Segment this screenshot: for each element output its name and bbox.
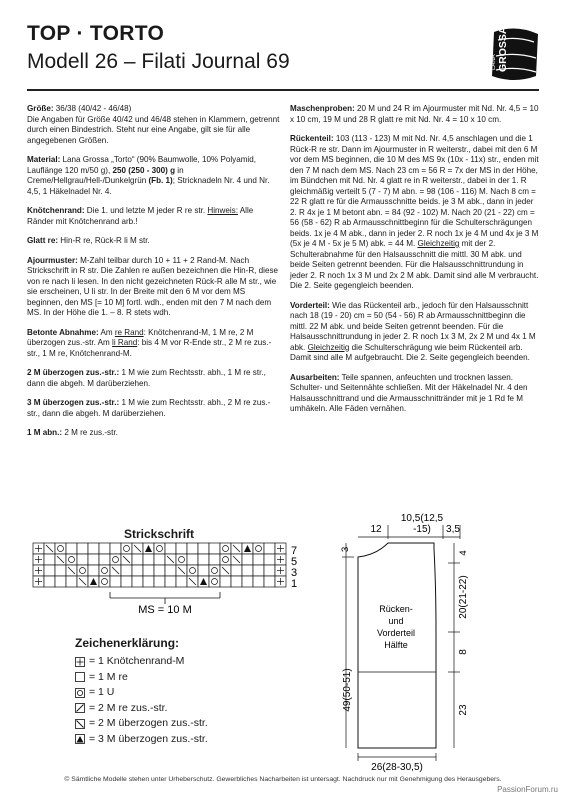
- knoetchenrand-text: Die 1. und letzte M jeder R re str.: [84, 206, 208, 215]
- betonte-abnahme-paragraph: [27, 328, 282, 360]
- piece-label-1: Rücken-: [379, 604, 413, 614]
- legend-item-umschlag: [75, 685, 208, 701]
- chart-cell: [220, 543, 231, 554]
- rueckenteil-gleichzeitig: Gleichzeitig: [417, 239, 460, 248]
- legend-title: Zeichenerklärung:: [75, 636, 180, 650]
- chart-cell: [198, 543, 209, 554]
- drei-m-ueberzogen-text: 1 M wie zum Rechtsstr. abh., 2 M re zus.-str., dann die abgeh. M darüberziehen.: [27, 398, 271, 418]
- vorderteil-paragraph: [290, 301, 542, 364]
- row-number-3: 3: [291, 567, 298, 579]
- chart-cell: [209, 554, 220, 565]
- chart-cell: [176, 543, 187, 554]
- material-text: Lana Grossa „Torto“ (90% Baumwolle, 10% Polyamid, Lauflänge 120 m/50 g),: [27, 155, 256, 175]
- chart-cell: [132, 576, 143, 587]
- zwei-m-ueberzogen-paragraph: [27, 368, 282, 389]
- chart-cell: [44, 554, 55, 565]
- betonte-abnahme-text-1: Am: [98, 327, 115, 337]
- piece-label-4: Hälfte: [384, 640, 408, 650]
- size-text: 36/38 (40/42 - 46/48): [53, 104, 132, 113]
- chart-cell: [132, 565, 143, 576]
- chart-cell: [110, 576, 121, 587]
- chart-cell: [264, 543, 275, 554]
- chart-cell: [77, 543, 88, 554]
- chart-cell: [253, 576, 264, 587]
- betonte-abnahme-label: Betonte Abnahme:: [27, 327, 99, 337]
- piece-label-3: Vorderteil: [376, 628, 416, 638]
- armhole-height-label: 20(21-22): [458, 575, 469, 619]
- chart-cell: [88, 565, 99, 576]
- vorderteil-label: Vorderteil:: [290, 300, 330, 310]
- symbol-legend: [75, 654, 208, 747]
- legend-text-2m-re-zus: = 2 M re zus.-str.: [89, 701, 168, 714]
- chart-cell: [220, 576, 231, 587]
- chart-cell: [231, 565, 242, 576]
- chart-cell: [55, 543, 66, 554]
- chart-cell: [110, 554, 121, 565]
- instructions-right-column: [290, 104, 542, 424]
- chart-cell: [253, 543, 264, 554]
- side-inset-label: 3,5: [446, 524, 460, 535]
- m-re-symbol-icon: [75, 672, 85, 682]
- chart-cell: [220, 554, 231, 565]
- chart-cell: [187, 543, 198, 554]
- chart-cell: [231, 576, 242, 587]
- shoulder-slope-label: 3: [340, 546, 351, 552]
- chart-cell: [198, 565, 209, 576]
- chart-cell: [55, 576, 66, 587]
- total-height-label: 49(50-51): [342, 668, 353, 712]
- waistband-height-label: 8: [458, 649, 469, 655]
- strickschrift-title: Strickschrift: [124, 527, 195, 541]
- rueckenteil-label: Rückenteil:: [290, 134, 334, 143]
- chart-cell: [66, 543, 77, 554]
- vorderteil-text-2: die Schulterschrägung wie beim Rückenteil arb. Damit sind alle M aufgebraucht. Die 2. Seite gegengleich beenden.: [290, 342, 530, 362]
- rueckenteil-paragraph: [290, 134, 542, 292]
- chart-cell: [66, 554, 77, 565]
- chart-cell: [264, 576, 275, 587]
- neck-width-label-1: 10,5(12,5: [400, 513, 444, 524]
- knoetchenrand-hint: Hinweis:: [207, 206, 238, 215]
- betonte-abnahme-right-edge: re Rand: [114, 327, 144, 337]
- drei-m-ueberzogen-paragraph: [27, 398, 282, 419]
- two-m-ueberzogen-symbol-icon: [75, 719, 85, 729]
- chart-cell: [209, 576, 220, 587]
- chart-cell: [209, 543, 220, 554]
- glatt-re-label: Glatt re:: [27, 236, 59, 245]
- lana-grossa-logo: [486, 26, 542, 82]
- chart-cell: [198, 554, 209, 565]
- row-number-1: 1: [291, 578, 298, 590]
- ms-label: MS = 10 M: [138, 604, 192, 616]
- ausarbeiten-paragraph: [290, 373, 542, 415]
- chart-cell: [154, 543, 165, 554]
- lower-height-label: 23: [458, 704, 469, 716]
- chart-cell: [165, 576, 176, 587]
- chart-cell: [99, 565, 110, 576]
- chart-cell: [176, 576, 187, 587]
- material-paragraph: [27, 155, 282, 197]
- betonte-abnahme-left-edge: li Rand: [112, 338, 138, 347]
- size-label: Größe:: [27, 104, 54, 113]
- maschenproben-label: Maschenproben:: [290, 104, 355, 113]
- maschenproben-paragraph: [290, 104, 542, 125]
- legend-text-2m-ueberzogen: = 2 M überzogen zus.-str.: [89, 717, 208, 729]
- chart-cell: [99, 543, 110, 554]
- chart-cell: [121, 543, 132, 554]
- strickschrift-grid: [33, 543, 286, 587]
- rueckenteil-text-1: 103 (113 - 123) M mit Nd. Nr. 4,5 anschlagen und die 1 Rück-R re str. Dann im Ajourmuster in R weiterstr., dabei mit den 6 M vor dem MS beginnen, die 10 M des MS 9x (10x - 11x) str., enden mit den 7 M nach dem MS. Nach 23 cm = 56 R = 7x der MS in der Höhe, im Bündchen mit Nd. Nr. 4 glatt re in R weiterstr., dabei in der 1. R gleichmäßig verteilt 5 (7 - 7) M abn. = 98 (106 - 116) M. Nach 8 cm = 22 R glatt re für die Armausschnitte beids. je 3 M abk., dann in jeder 2. R 4x je 1 M betont abn. = 84 (92 - 102) M. Nach 20 (21 - 22) cm = 56 (58 - 62) R ab Armausschnittbeginn für die Schulterschrägungen beids. 1x je 4 M abk., dann in jeder 2. R noch 1x je 4 M und 4x je 3 M (5x je 4 M - 5x je 5 M) abk. = 44 M.: [290, 134, 539, 248]
- betonte-abnahme-text-3: : bis 4 M vor R-Ende str., 2 M re zus.-str., 1 M re, Knötchenrand-M.: [27, 338, 272, 358]
- size-description: Die Angaben für Größe 40/42 und 46/48 stehen in Klammern, getrennt durch einen Bindestrich. Steht nur eine Angabe, gilt sie für alle angegebenen Größen.: [27, 114, 280, 145]
- chart-cell: [187, 565, 198, 576]
- three-m-ueberzogen-symbol-icon: [75, 734, 85, 744]
- chart-cell: [264, 554, 275, 565]
- row-number-5: 5: [291, 556, 298, 568]
- material-color-number: (Fb. 1): [148, 176, 173, 185]
- legend-text-umschlag: = 1 U: [89, 686, 115, 698]
- bottom-width-label: 26(28-30,5): [371, 762, 423, 773]
- legend-item-knoetchenrand: [75, 654, 208, 670]
- chart-cell: [242, 576, 253, 587]
- glatt-re-text: Hin-R re, Rück-R li M str.: [58, 236, 150, 245]
- chart-cell: [55, 565, 66, 576]
- ajourmuster-paragraph: [27, 256, 282, 319]
- knoetchenrand-note: Alle Ränder mit Knötchenrand arb.!: [27, 206, 254, 226]
- garment-schematic: [336, 505, 496, 773]
- strickschrift-chart: [25, 538, 315, 618]
- maschenproben-text: 20 M und 24 R im Ajourmuster mit Nd. Nr. 4,5 = 10 x 10 cm, 19 M und 28 R glatt re mit Nd. Nr. 4 = 10 x 10 cm.: [290, 104, 539, 124]
- chart-cell: [99, 576, 110, 587]
- shoulder-width-label: 12: [370, 524, 382, 535]
- piece-label-2: und: [388, 616, 404, 626]
- zwei-m-ueberzogen-text: 1 M wie zum Rechtsstr. abh., 1 M re str., dann die abgeh. M darüberziehen.: [27, 368, 266, 388]
- chart-cell: [44, 576, 55, 587]
- chart-cell: [88, 543, 99, 554]
- size-paragraph: [27, 104, 282, 146]
- chart-cell: [253, 565, 264, 576]
- chart-cell: [242, 554, 253, 565]
- material-amount: 250 (250 - 300) g: [112, 165, 176, 175]
- chart-cell: [165, 543, 176, 554]
- row-number-7: 7: [291, 545, 298, 557]
- chart-cell: [99, 554, 110, 565]
- chart-cell: [88, 554, 99, 565]
- legend-text-knoetchenrand: = 1 Knötchenrand-M: [89, 655, 185, 667]
- chart-cell: [154, 576, 165, 587]
- legend-text-3m-ueberzogen: = 3 M überzogen zus.-str.: [89, 732, 208, 745]
- knoetchenrand-symbol-icon: [75, 657, 85, 667]
- ausarbeiten-label: Ausarbeiten:: [290, 372, 340, 382]
- legend-item-3m-ueberzogen: [75, 732, 208, 748]
- chart-cell: [242, 565, 253, 576]
- chart-cell: [154, 554, 165, 565]
- drei-m-ueberzogen-label: 3 M überzogen zus.-str.:: [27, 398, 120, 407]
- chart-cell: [121, 576, 132, 587]
- zwei-m-ueberzogen-label: 2 M überzogen zus.-str.:: [27, 368, 120, 377]
- instructions-left-column: [27, 104, 282, 448]
- chart-cell: [143, 554, 154, 565]
- legend-item-2m-ueberzogen: [75, 716, 208, 732]
- page-title: TOP · TORTO: [27, 22, 165, 45]
- chart-cell: [209, 565, 220, 576]
- watermark: PassionForum.ru: [497, 785, 558, 794]
- chart-cell: [143, 576, 154, 587]
- logo-text: GROSSA: [497, 26, 509, 72]
- chart-cell: [66, 576, 77, 587]
- chart-cell: [143, 565, 154, 576]
- chart-cell: [253, 554, 264, 565]
- chart-cell: [132, 554, 143, 565]
- chart-cell: [176, 554, 187, 565]
- legend-text-m-re: = 1 M re: [89, 670, 128, 683]
- chart-cell: [110, 543, 121, 554]
- vorderteil-gleichzeitig: Gleichzeitig: [307, 342, 350, 352]
- chart-cell: [77, 554, 88, 565]
- betonte-abnahme-text-2: : Knötchenrand-M, 1 M re, 2 M überzogen zus.-str. Am: [27, 327, 254, 347]
- legend-item-m-re: [75, 670, 208, 686]
- legend-item-2m-re-zus: [75, 701, 208, 717]
- glatt-re-paragraph: [27, 236, 282, 247]
- material-needles: ; Stricknadeln Nr. 4 und Nr. 4,5, 1 Häkelnadel Nr. 4.: [27, 176, 270, 196]
- chart-cell: [154, 565, 165, 576]
- m-abn-label: 1 M abn.:: [27, 428, 63, 437]
- chart-cell: [165, 565, 176, 576]
- material-colors: in Creme/Hellgrau/Hell-/Dunkelgrün: [27, 165, 184, 185]
- vorderteil-text-1: Wie das Rückenteil arb., jedoch für den Halsausschnitt nach 18 (19 - 20) cm = 50 (54 - 56) R ab Armausschnittbeginn die mittl. 22 M abk. und beide Seiten getrennt beenden. Für die Halsausschnittrundung in jeder 2. R noch 1x 3 M, 2x 2 M und 4x 1 M abk.: [290, 300, 536, 352]
- ausarbeiten-text: Teile spannen, anfeuchten und trocknen lassen. Schulter- und Seitennähte schließen. Mit der Häkelnadel Nr. 4 den Halsausschnittrand und die Armausschnittränder mit je 1 Rd fe M umhäkeln. Alle Fäden vernähen.: [290, 372, 528, 413]
- ajourmuster-label: Ajourmuster:: [27, 255, 78, 265]
- chart-cell: [44, 565, 55, 576]
- m-abn-text: 2 M re zus.-str.: [62, 428, 118, 437]
- knoetchenrand-label: Knötchenrand:: [27, 206, 85, 215]
- page-subtitle: Modell 26 – Filati Journal 69: [27, 50, 290, 73]
- m-abn-paragraph: [27, 428, 282, 439]
- neck-depth-label: 4: [458, 550, 469, 556]
- chart-cell: [121, 565, 132, 576]
- rueckenteil-text-2: mit der 2. Schulterabnahme für den Halsausschnitt die mittl. 30 M abk. und beide Seiten getrennt beenden. Für die Halsausschnittrundung in jeder 2. R noch 1x 3 M und 2x 2 M abk. Damit sind alle M verbraucht. Die 2. Seite gegengleich beenden.: [290, 239, 539, 290]
- copyright-footer: © Sämtliche Modelle stehen unter Urheberschutz. Gewerbliches Nacharbeiten ist untersagt. Nachdruck nur mit Genehmigung des Herausgebers.: [64, 776, 502, 783]
- knoetchenrand-paragraph: [27, 206, 282, 227]
- header-rule: [27, 89, 539, 91]
- chart-cell: [264, 565, 275, 576]
- chart-cell: [187, 554, 198, 565]
- material-label: Material:: [27, 155, 61, 164]
- neck-width-label-2: -15): [413, 524, 431, 535]
- logo-text-small: LANA: [491, 54, 497, 70]
- umschlag-symbol-icon: [75, 688, 85, 698]
- two-m-re-zus-symbol-icon: [75, 703, 85, 713]
- ajourmuster-text: M-Zahl teilbar durch 10 + 11 + 2 Rand-M. Nach Strickschrift in R str. Die Zahlen re außen bezeichnen die Hin-R, diese von re nach li lesen. In den nicht gezeichneten Rück-R alle M str., wie sie erscheinen, U li str. In der Breite mit den 6 M vor dem MS beginnen, den MS [= 10 M] fortl. wdh., enden mit den 7 M nach dem MS. In der Höhe die 1. – 8. R stets wdh.: [27, 255, 279, 317]
- chart-cell: [77, 565, 88, 576]
